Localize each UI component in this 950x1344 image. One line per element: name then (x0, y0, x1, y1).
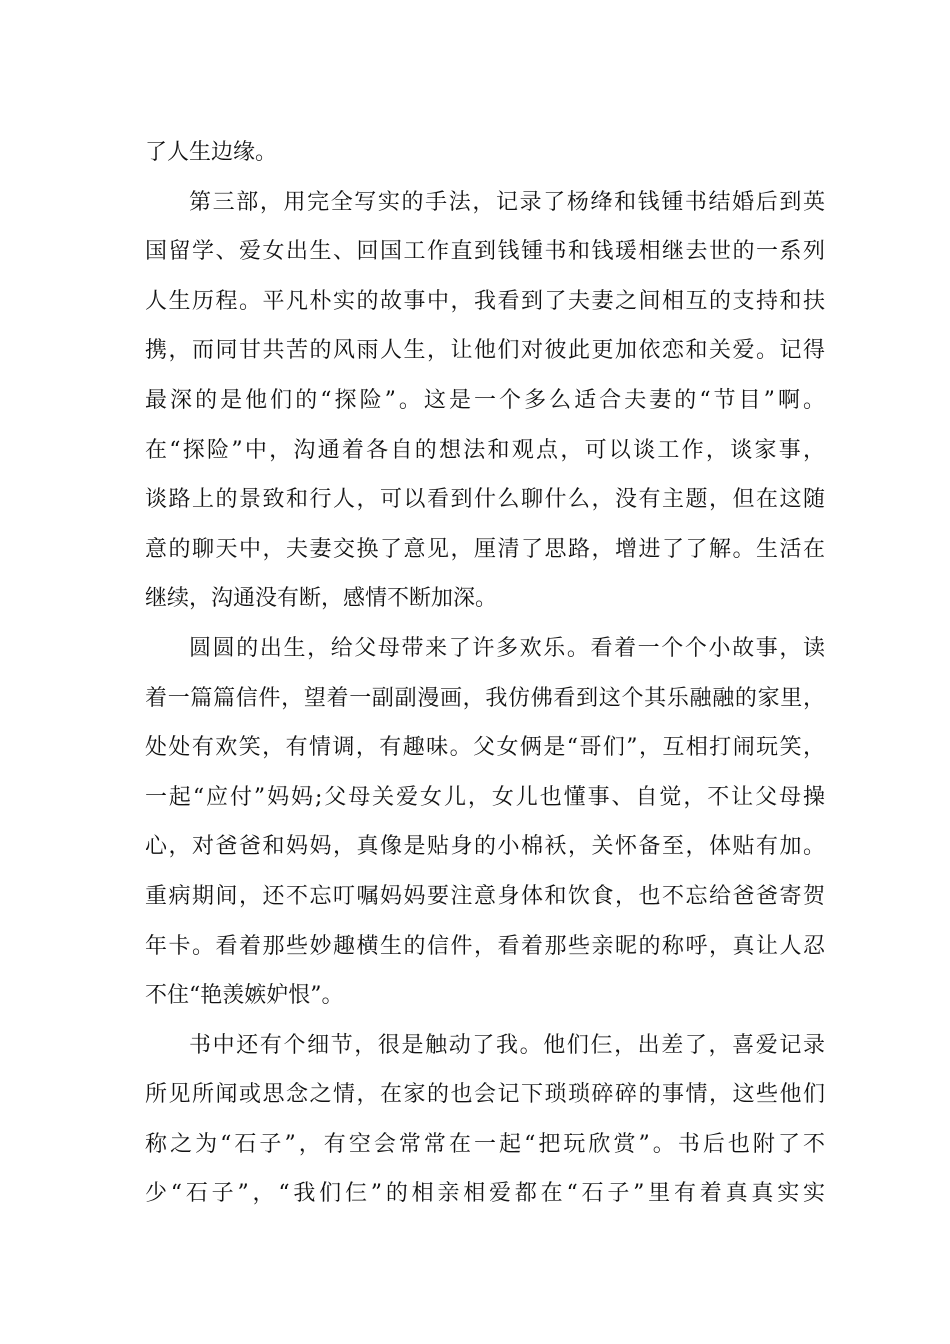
text-line: 书中还有个细节，很是触动了我。他们仨，出差了，喜爱记录 (189, 1032, 825, 1058)
text-line: 重病期间，还不忘叮嘱妈妈要注意身体和饮食，也不忘给爸爸寄贺 (145, 883, 825, 909)
text-line: 国留学、爱女出生、回国工作直到钱锺书和钱瑗相继去世的一系列 (145, 239, 825, 265)
text-line: 继续，沟通没有断，感情不断加深。 (145, 586, 498, 612)
text-line: 携，而同甘共苦的风雨人生，让他们对彼此更加依恋和关爱。记得 (145, 338, 825, 364)
text-line: 一起“应付”妈妈;父母关爱女儿，女儿也懂事、自觉，不让父母操 (145, 784, 825, 810)
text-line: 人生历程。平凡朴实的故事中，我看到了夫妻之间相互的支持和扶 (145, 288, 825, 314)
text-line: 第三部，用完全写实的手法，记录了杨绛和钱锺书结婚后到英 (189, 189, 825, 215)
text-line: 在“探险”中，沟通着各自的想法和观点，可以谈工作，谈家事， (145, 437, 825, 463)
body-text (145, 128, 825, 1219)
text-line: 所见所闻或思念之情，在家的也会记下琐琐碎碎的事情，这些他们 (145, 1082, 825, 1108)
text-line: 最深的是他们的“探险”。这是一个多么适合夫妻的“节目”啊。 (145, 387, 825, 413)
paragraph-3 (145, 624, 825, 1021)
text-line: 意的聊天中，夫妻交换了意见，厘清了思路，增进了了解。生活在 (145, 536, 825, 562)
paragraph-4 (145, 1021, 825, 1219)
text-line: 少“石子”，“我们仨”的相亲相爱都在“石子”里有着真真实实 (145, 1181, 825, 1207)
text-line: 心，对爸爸和妈妈，真像是贴身的小棉袄，关怀备至，体贴有加。 (145, 834, 825, 860)
paragraph-1 (145, 128, 825, 178)
text-line: 不住“艳羡嫉妒恨”。 (145, 983, 344, 1009)
text-line: 着一篇篇信件，望着一副副漫画，我仿佛看到这个其乐融融的家里， (145, 685, 825, 711)
text-line: 圆圆的出生，给父母带来了许多欢乐。看着一个个小故事，读 (189, 635, 825, 661)
text-line: 谈路上的景致和行人，可以看到什么聊什么，没有主题，但在这随 (145, 487, 825, 513)
paragraph-2 (145, 178, 825, 624)
text-line: 处处有欢笑，有情调，有趣味。父女俩是“哥们”，互相打闹玩笑， (145, 735, 825, 761)
text-line: 年卡。看着那些妙趣横生的信件，看着那些亲昵的称呼，真让人忍 (145, 933, 825, 959)
text-line: 称之为“石子”，有空会常常在一起“把玩欣赏”。书后也附了不 (145, 1131, 825, 1157)
text-line: 了人生边缘。 (145, 140, 278, 165)
